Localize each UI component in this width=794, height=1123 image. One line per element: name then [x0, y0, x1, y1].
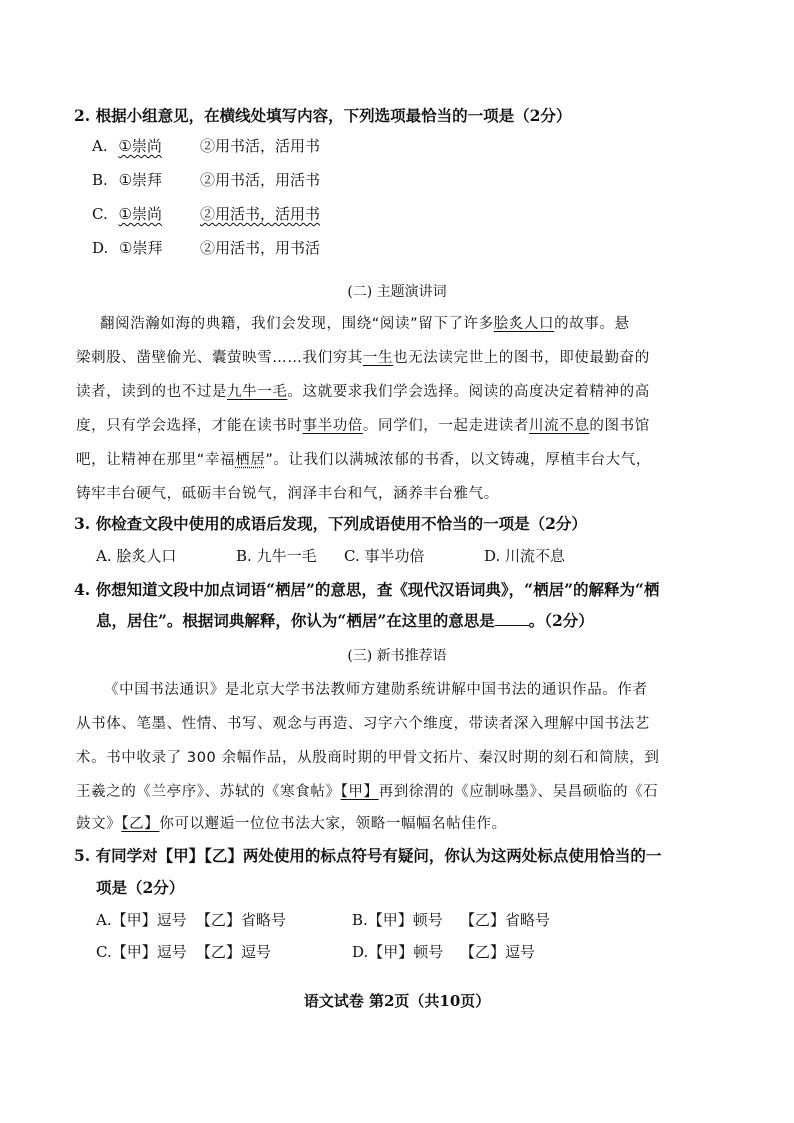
option-part-1: ①崇尚 — [118, 137, 162, 155]
option-part-2: 【乙】逗号 — [460, 943, 536, 961]
q5-line-1: 5. 有同学对【甲】【乙】两处使用的标点符号有疑问，你认为这两处标点使用恰当的一 — [74, 846, 662, 865]
text-segment: 再到徐渭的《应制咏墨》、吴昌硕临的《石 — [378, 784, 659, 800]
option-part-2: ②用书活，活用书 — [200, 137, 321, 155]
page-footer: 语文试卷 第2页（共10页） — [303, 992, 491, 1010]
text-segment: ”。让我们以满城浓郁的书香，以文铸魂，厚植丰台大气， — [265, 452, 651, 468]
option-letter: C. — [92, 205, 108, 223]
option-part-1: 【甲】顿号 — [367, 911, 443, 929]
option-part-1: ①崇拜 — [118, 171, 163, 189]
q2-option-d — [92, 238, 321, 258]
option-part-2: ②用活书，用书活 — [200, 239, 321, 257]
option-letter: B. — [92, 171, 108, 189]
option-letter: D. — [352, 943, 369, 961]
speech-line-3 — [76, 382, 650, 402]
option-letter: C. — [344, 547, 360, 565]
mark-yi: 【乙】 — [121, 816, 160, 832]
rec-line-4 — [76, 782, 658, 802]
text-segment: 铸牢丰台硬气，砥砺丰台锐气，润泽丰台和气，涵养丰台雅气。 — [76, 486, 499, 502]
option-part-1: ①崇尚 — [118, 205, 162, 223]
text-segment: 鼓文》 — [76, 816, 122, 832]
option-part-2: 【乙】省略号 — [196, 911, 287, 929]
q5-option-a — [96, 910, 287, 930]
speech-line-4 — [76, 416, 650, 436]
option-letter: D. — [484, 547, 501, 565]
dotted-word: 栖居 — [235, 452, 266, 468]
idiom-underlined: 事半功倍 — [302, 418, 363, 434]
word-underlined: 一生 — [362, 350, 394, 366]
text-segment: 读者，读到的也不过是 — [76, 384, 227, 400]
q5-option-b — [352, 910, 551, 930]
option-part-1: ①崇拜 — [119, 239, 163, 257]
text-segment: 翻阅浩瀚如海的典籍，我们会发现，围绕“阅读”留下了许多 — [100, 316, 494, 332]
option-text: 脍炙人口 — [116, 547, 177, 565]
text-segment: 息，居住”。根据词典解释，你认为“栖居”在这里的意思是 — [96, 611, 495, 630]
rec-line-2: 从书体、笔墨、性情、书写、观念与再造、习字六个维度，带读者深入理解中国书法艺 — [76, 716, 650, 732]
q3-option-c — [344, 546, 425, 566]
q3-stem: 3. 你检查文段中使用的成语后发现，下列成语使用不恰当的一项是（2分） — [74, 514, 587, 533]
speech-line-2 — [76, 348, 650, 368]
option-letter: B. — [236, 547, 252, 565]
q5-line-2: 项是（2分） — [96, 878, 185, 897]
text-segment: 也无法读完世上的图书，即使最勤奋的 — [393, 350, 650, 366]
option-part-2: ②用活书，活用书 — [200, 205, 321, 223]
idiom-underlined: 九牛一毛 — [227, 384, 288, 400]
q2-option-c — [92, 204, 321, 224]
speech-line-5 — [76, 450, 651, 470]
text-segment: 。同学们，一起走进读者 — [362, 418, 530, 434]
q5-option-d — [352, 942, 536, 962]
q4-line-2 — [96, 610, 594, 631]
option-text: 川流不息 — [505, 547, 566, 565]
option-text: 九牛一毛 — [256, 547, 317, 565]
text-segment: 的图书馆 — [589, 418, 650, 434]
option-letter: A. — [92, 137, 108, 155]
speech-line-1 — [100, 314, 630, 334]
answer-blank[interactable] — [495, 610, 529, 626]
option-text: 事半功倍 — [364, 547, 425, 565]
q3-option-b — [236, 546, 317, 566]
option-part-1: 【甲】逗号 — [111, 943, 187, 961]
text-segment: 你可以邂逅一位位书法大家，领略一幅幅名帖佳作。 — [159, 816, 507, 832]
q2-stem: 2. 根据小组意见，在横线处填写内容，下列选项最恰当的一项是（2分） — [74, 106, 572, 125]
text-segment: 梁刺股、凿壁偷光、囊萤映雪……我们穷其 — [76, 350, 363, 366]
text-segment: 吧，让精神在那里“幸福 — [76, 452, 236, 468]
option-letter: B. — [352, 911, 368, 929]
option-part-1: 【甲】逗号 — [111, 911, 187, 929]
text-segment: 。这就要求我们学会选择。阅读的高度决定着精神的高 — [287, 384, 650, 400]
q2-option-a — [92, 136, 321, 156]
rec-line-5 — [76, 814, 507, 834]
option-part-2: 【乙】逗号 — [196, 943, 272, 961]
idiom-underlined: 川流不息 — [529, 418, 590, 434]
idiom-underlined: 脍炙人口 — [493, 316, 555, 332]
option-part-2: 【乙】省略号 — [460, 911, 551, 929]
text-segment: 王羲之的《兰亭序》、苏轼的《寒食帖》 — [76, 784, 341, 800]
q5-option-c — [96, 942, 272, 962]
speech-line-6 — [76, 484, 499, 504]
section3-title: (三) 新书推荐语 — [347, 648, 447, 664]
text-segment: 的故事。悬 — [554, 316, 630, 332]
q4-line-1: 4. 你想知道文段中加点词语“栖居”的意思，查《现代汉语词典》，“栖居”的解释为“栖 — [74, 580, 660, 599]
mark-jia: 【甲】 — [340, 784, 379, 800]
q2-option-b — [92, 170, 321, 190]
rec-line-1: 《中国书法通识》是北京大学书法教师方建勋系统讲解中国书法的通识作品。作者 — [104, 682, 648, 698]
option-part-2: ②用书活，用活书 — [200, 171, 321, 189]
rec-line-3: 术。书中收录了 300 余幅作品，从殷商时期的甲骨文拓片、秦汉时期的刻石和简牍，到 — [76, 750, 660, 766]
section2-title: (二) 主题演讲词 — [347, 284, 447, 300]
option-part-1: 【甲】顿号 — [368, 943, 444, 961]
option-letter: A. — [96, 547, 112, 565]
option-letter: A. — [96, 911, 112, 929]
q3-option-d — [484, 546, 565, 566]
option-letter: D. — [92, 239, 109, 257]
q3-option-a — [96, 546, 176, 566]
text-segment: 。（2分） — [528, 611, 594, 630]
text-segment: 度，只有学会选择，才能在读书时 — [76, 418, 303, 434]
option-letter: C. — [96, 943, 112, 961]
